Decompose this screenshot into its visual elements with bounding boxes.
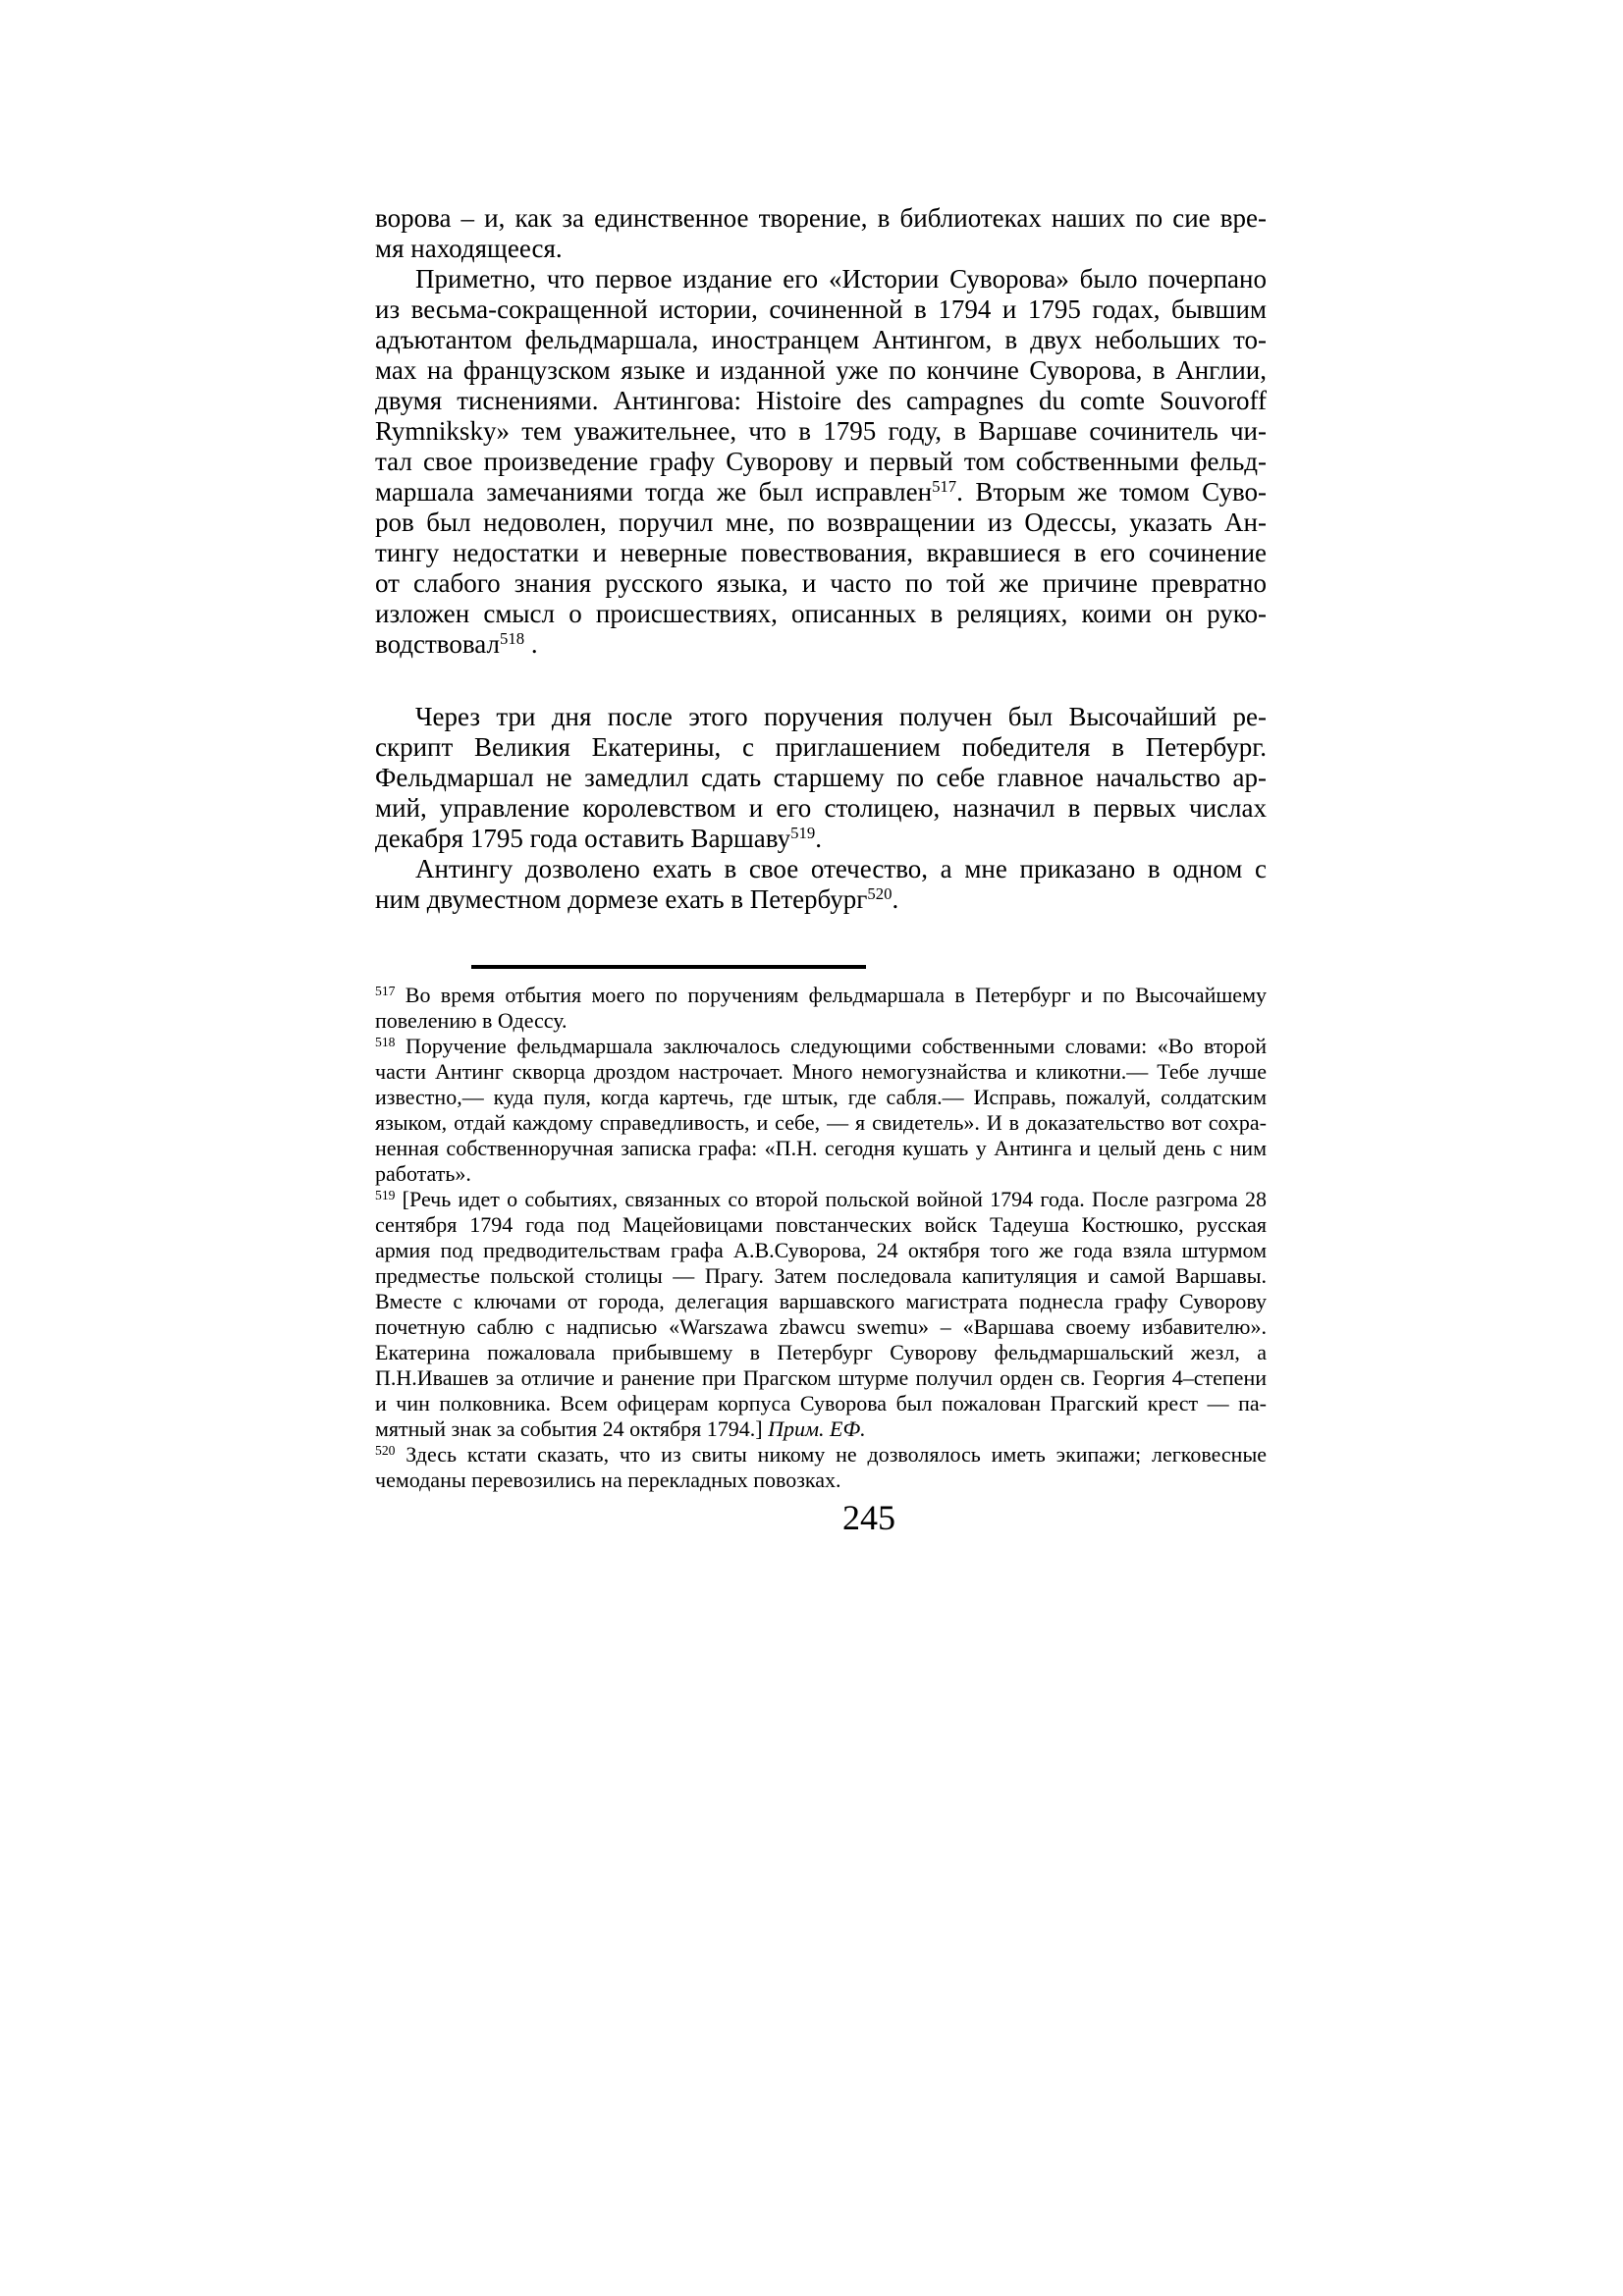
text-line: тал свое произведение графу Суворову и первый том собственными фельд- [375,447,1267,476]
text-line: и чин полковника. Всем офицерам корпуса Суворова был пожалован Прагский крест — па- [375,1391,1267,1415]
footnote [375,1034,1267,1187]
text-line: ним двуместном дормезе ехать в Петербург$^{520}$. [375,883,899,914]
text-line: от слабого знания русского языка, и часто по той же причине превратно [375,568,1267,598]
text-line: предместье польской столицы — Прагу. Затем последовала капитуляция и самой Варшавы. [375,1263,1267,1288]
text-line: $^{517}$ Во время отбытия моего по поручениям фельдмаршала в Петербург и по Высочайшему [375,983,1267,1007]
text-line: $^{518}$ Поручение фельдмаршала заключалось следующими собственными словами: «Во второй [375,1034,1267,1058]
text-line: почетную саблю с надписью «Warszawa zbawcu swemu» – «Варшава своему избавителю». [375,1314,1267,1339]
text-line: Антингу дозволено ехать в свое отечество, а мне приказано в одном с [415,854,1267,883]
text-line: чемоданы перевозились на перекладных повозках. [375,1468,841,1492]
paragraph [375,264,1267,660]
paragraph [375,203,1267,264]
text-line: водствовал$^{518}$ . [375,628,538,659]
text-line: части Антинг скворца дроздом настрочает. Много немогузнайства и кликотни.— Тебе лучше [375,1059,1267,1084]
footnote [375,1442,1267,1493]
text-line: мий, управление королевством и его столицею, назначил в первых числах [375,793,1267,823]
text-line: декабря 1795 года оставить Варшаву$^{519}$. [375,823,822,853]
text-line: армия под предводительствам графа А.В.Суворова, 24 октября того же года взяла штурмом [375,1238,1267,1262]
text-line: Приметно, что первое издание его «Истории Суворова» было почерпано [415,264,1267,294]
text-line: мя находящееся. [375,234,563,263]
footnote-separator [471,965,866,969]
text-line: Вместе с ключами от города, делегация варшавского магистрата поднесла графу Суворову [375,1289,1267,1313]
text-line: ров был недоволен, поручил мне, по возвращении из Одессы, указать Ан- [375,507,1267,537]
footnote [375,1187,1267,1442]
text-line: П.Н.Ивашев за отличие и ранение при Прагском штурме получил орден св. Георгия 4–степени [375,1365,1267,1390]
text-line: из весьма-сокращенной истории, сочиненной в 1794 и 1795 годах, бывшим [375,294,1267,324]
text-line: повелению в Одессу. [375,1008,568,1033]
text-line: маршала замечаниями тогда же был исправлен$^{517}$. Вторым же томом Суво- [375,476,1267,507]
text-line: Екатерина пожаловала прибывшему в Петербург Суворову фельдмаршальский жезл, а [375,1340,1267,1364]
text-line: Фельдмаршал не замедлил сдать старшему по себе главное начальство ар- [375,763,1267,792]
text-line: Rymniksky» тем уважительнее, что в 1795 году, в Варшаве сочинитель чи- [375,416,1267,446]
text-line: адъютантом фельдмаршала, иностранцем Антингом, в двух небольших то- [375,325,1267,354]
text-line: $^{520}$ Здесь кстати сказать, что из свиты никому не дозволялось иметь экипажи; легковесные [375,1442,1267,1467]
text-line: двумя тиснениями. Антингова: Histoire des campagnes du comte Souvoroff [375,386,1267,415]
text-line: мах на французском языке и изданной уже по кончине Суворова, в Англии, [375,355,1267,385]
text-line: ненная собственноручная записка графа: «П.Н. сегодня кушать у Антинга и целый день с ним [375,1136,1267,1160]
text-line: известно,— куда пуля, когда картечь, где штык, где сабля.— Исправь, пожалуй, солдатским [375,1085,1267,1109]
footnote [375,983,1267,1034]
footnotes-block [375,983,1267,1493]
text-line: мятный знак за события 24 октября 1794.] Прим. ЕФ. [375,1416,866,1441]
text-line: сентября 1794 года под Мацейовицами повстанческих войск Тадеуша Костюшко, русская [375,1212,1267,1237]
text-line: изложен смысл о происшествиях, описанных в реляциях, коими он руко- [375,599,1267,628]
text-line: ворова – и, как за единственное творение, в библиотеках наших по сие вре- [375,203,1267,233]
text-line: языком, отдай каждому справедливость, и себе, — я свидетель». И в доказательство вот сохра- [375,1110,1267,1135]
text-line: скрипт Великия Екатерины, с приглашением победителя в Петербург. [375,732,1267,762]
text-line: $^{519}$ [Речь идет о событиях, связанных со второй польской войной 1794 года. После разгрома 28 [375,1187,1267,1211]
text-line: работать». [375,1161,471,1186]
paragraph [375,854,1267,915]
page-number: 245 [842,1498,895,1537]
main-text-block [375,203,1267,915]
text-line: Через три дня после этого поручения получен был Высочайший ре- [415,702,1267,731]
text-line: тингу недостатки и неверные повествования, вкравшиеся в его сочинение [375,538,1267,567]
paragraph [375,702,1267,854]
